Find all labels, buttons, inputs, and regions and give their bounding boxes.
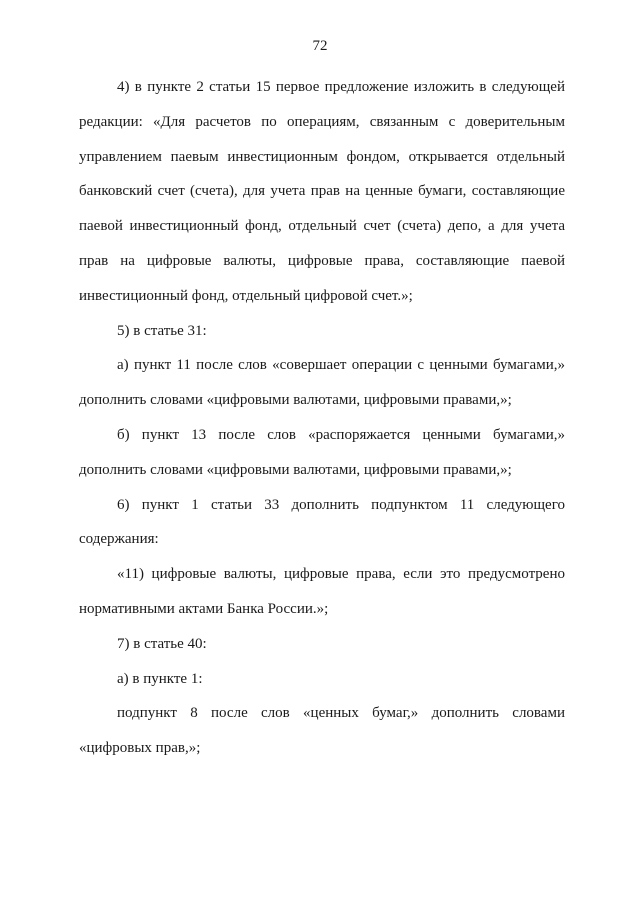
paragraph-item-4: 4) в пункте 2 статьи 15 первое предложение изложить в следующей редакции: «Для расчетов по операциям, связанным с доверительным управлением паевым инвестиционным фондом, открывается отдельный банковский счет (счета), для учета прав на ценные бумаги, составляющие паевой инвестиционный фонд, отдельный счет (счета) депо, а для учета прав на цифровые валюты, цифровые права, составляющие паевой инвестиционный фонд, отдельный цифровой счет.»; — [79, 79, 565, 304]
paragraph-subitem-5b: б) пункт 13 после слов «распоряжается ценными бумагами,» дополнить словами «цифровыми валютами, цифровыми правами,»; — [79, 426, 565, 478]
paragraph-subitem-7a: а) в пункте 1: — [117, 670, 203, 687]
page-number: 72 — [312, 38, 328, 54]
paragraph-subitem-5a: а) пункт 11 после слов «совершает операции с ценными бумагами,» дополнить словами «цифровыми валютами, цифровыми правами,»; — [79, 357, 565, 409]
document-body — [79, 70, 565, 766]
paragraph-quote-11: «11) цифровые валюты, цифровые права, если это предусмотрено нормативными актами Банка России.»; — [79, 566, 565, 617]
paragraph-item-6: 6) пункт 1 статьи 33 дополнить подпунктом 11 следующего содержания: — [79, 496, 565, 548]
paragraph-item-5: 5) в статье 31: — [117, 322, 207, 339]
paragraph-item-7: 7) в статье 40: — [117, 635, 207, 652]
paragraph-subpoint-8: подпункт 8 после слов «ценных бумаг,» дополнить словами «цифровых прав,»; — [79, 705, 565, 757]
